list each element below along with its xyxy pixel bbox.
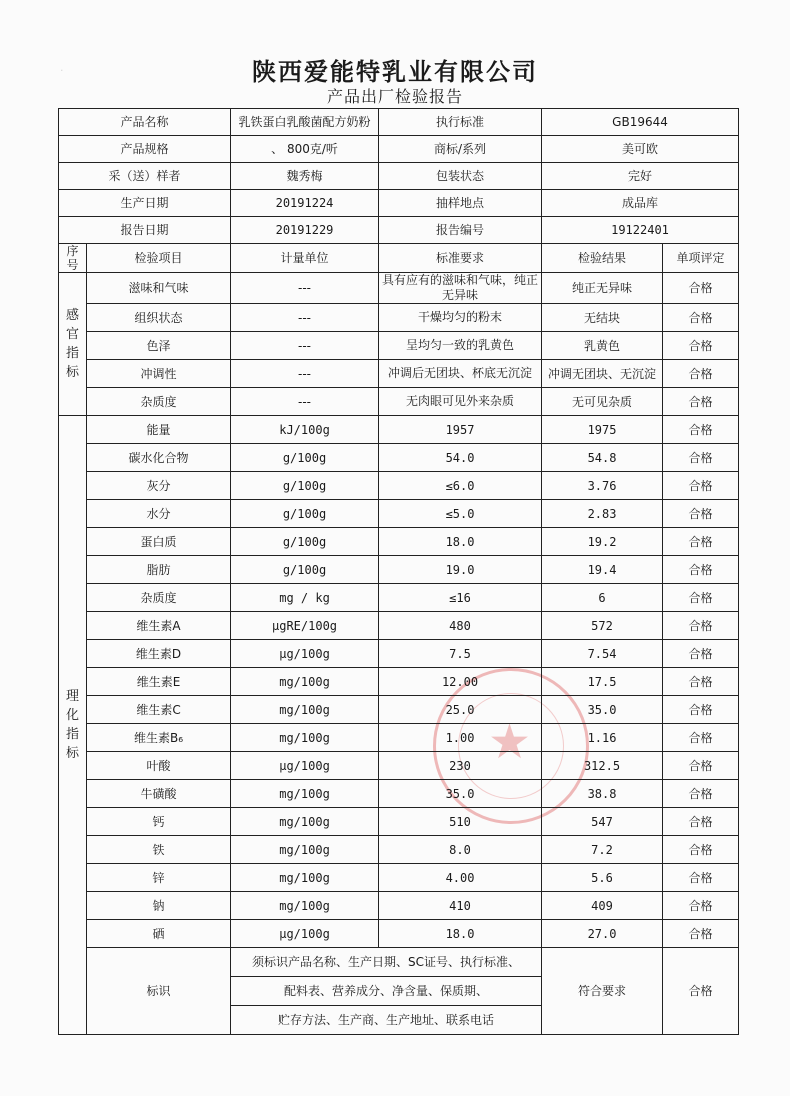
judgement: 合格 <box>663 752 739 780</box>
result: 符合要求 <box>542 948 663 1035</box>
physchem-row <box>59 612 739 640</box>
test-item: 色泽 <box>87 332 231 360</box>
test-item: 维生素B₆ <box>87 724 231 752</box>
requirement: 冲调后无团块、杯底无沉淀 <box>379 360 542 388</box>
unit: μg/100g <box>231 752 379 780</box>
judgement: 合格 <box>663 273 739 304</box>
test-item: 脂肪 <box>87 556 231 584</box>
unit: μg/100g <box>231 640 379 668</box>
result: 38.8 <box>542 780 663 808</box>
info-value: 20191229 <box>231 217 379 244</box>
info-row <box>59 109 739 136</box>
requirement: 18.0 <box>379 920 542 948</box>
requirement: 12.00 <box>379 668 542 696</box>
test-item: 冲调性 <box>87 360 231 388</box>
physchem-row <box>59 444 739 472</box>
judgement: 合格 <box>663 584 739 612</box>
result: 35.0 <box>542 696 663 724</box>
result: 19.4 <box>542 556 663 584</box>
unit: mg/100g <box>231 668 379 696</box>
info-label: 包装状态 <box>379 163 542 190</box>
result: 纯正无异味 <box>542 273 663 304</box>
result: 409 <box>542 892 663 920</box>
requirement: 具有应有的滋味和气味，纯正无异味 <box>379 273 542 304</box>
result: 冲调无团块、无沉淀 <box>542 360 663 388</box>
info-label: 抽样地点 <box>379 190 542 217</box>
test-item: 锌 <box>87 864 231 892</box>
info-row <box>59 163 739 190</box>
test-item: 碳水化合物 <box>87 444 231 472</box>
info-value: 美可欧 <box>542 136 739 163</box>
info-label: 产品名称 <box>59 109 231 136</box>
category-label <box>59 416 87 1035</box>
test-item: 钙 <box>87 808 231 836</box>
test-item: 杂质度 <box>87 388 231 416</box>
unit: --- <box>231 273 379 304</box>
unit: mg/100g <box>231 836 379 864</box>
info-value: 乳铁蛋白乳酸菌配方奶粉 <box>231 109 379 136</box>
labeling-requirement <box>231 948 542 1035</box>
judgement: 合格 <box>663 388 739 416</box>
result: 3.76 <box>542 472 663 500</box>
result: 547 <box>542 808 663 836</box>
requirement: 25.0 <box>379 696 542 724</box>
category-text: 理化指标 <box>65 689 79 761</box>
physchem-row <box>59 892 739 920</box>
test-item: 水分 <box>87 500 231 528</box>
sensory-row <box>59 332 739 360</box>
result: 5.6 <box>542 864 663 892</box>
column-header-requirement: 标准要求 <box>379 244 542 273</box>
unit: --- <box>231 388 379 416</box>
report-title: 产品出厂检验报告 <box>326 87 463 106</box>
info-row <box>59 217 739 244</box>
requirement: 35.0 <box>379 780 542 808</box>
info-value: 完好 <box>542 163 739 190</box>
unit: g/100g <box>231 472 379 500</box>
judgement: 合格 <box>663 808 739 836</box>
unit: mg/100g <box>231 892 379 920</box>
unit: g/100g <box>231 444 379 472</box>
requirement: 480 <box>379 612 542 640</box>
test-item: 钠 <box>87 892 231 920</box>
result: 19.2 <box>542 528 663 556</box>
info-value: GB19644 <box>542 109 739 136</box>
labeling-row <box>59 948 739 1035</box>
info-label: 商标/系列 <box>379 136 542 163</box>
judgement: 合格 <box>663 360 739 388</box>
test-item: 组织状态 <box>87 304 231 332</box>
result: 7.2 <box>542 836 663 864</box>
physchem-row <box>59 416 739 444</box>
physchem-row <box>59 752 739 780</box>
physchem-row <box>59 640 739 668</box>
info-label: 采（送）样者 <box>59 163 231 190</box>
unit: kJ/100g <box>231 416 379 444</box>
requirement: 410 <box>379 892 542 920</box>
judgement: 合格 <box>663 920 739 948</box>
requirement: 呈均匀一致的乳黄色 <box>379 332 542 360</box>
physchem-row <box>59 528 739 556</box>
judgement: 合格 <box>663 472 739 500</box>
labeling-requirement-line: 配料表、营养成分、净含量、保质期、 <box>231 977 541 1006</box>
physchem-row <box>59 500 739 528</box>
test-item: 维生素E <box>87 668 231 696</box>
result: 572 <box>542 612 663 640</box>
unit: g/100g <box>231 500 379 528</box>
judgement: 合格 <box>663 948 739 1035</box>
inspection-table <box>58 108 739 1035</box>
judgement: 合格 <box>663 640 739 668</box>
requirement: 1.00 <box>379 724 542 752</box>
judgement: 合格 <box>663 444 739 472</box>
test-item: 硒 <box>87 920 231 948</box>
company-name: 陕西爱能特乳业有限公司 <box>252 58 538 86</box>
sensory-row <box>59 304 739 332</box>
unit: --- <box>231 304 379 332</box>
column-header-judgement: 单项评定 <box>663 244 739 273</box>
seal-star-icon: ★ <box>488 714 532 770</box>
test-item: 滋味和气味 <box>87 273 231 304</box>
info-row <box>59 190 739 217</box>
physchem-row <box>59 472 739 500</box>
judgement: 合格 <box>663 836 739 864</box>
physchem-row <box>59 724 739 752</box>
result: 27.0 <box>542 920 663 948</box>
judgement: 合格 <box>663 612 739 640</box>
requirement: ≤5.0 <box>379 500 542 528</box>
test-item: 维生素A <box>87 612 231 640</box>
requirement: ≤6.0 <box>379 472 542 500</box>
judgement: 合格 <box>663 864 739 892</box>
test-item: 杂质度 <box>87 584 231 612</box>
sensory-row <box>59 360 739 388</box>
requirement: 1957 <box>379 416 542 444</box>
requirement: 510 <box>379 808 542 836</box>
judgement: 合格 <box>663 416 739 444</box>
requirement: 干燥均匀的粉末 <box>379 304 542 332</box>
result: 无可见杂质 <box>542 388 663 416</box>
result: 7.54 <box>542 640 663 668</box>
category-label <box>59 273 87 416</box>
test-item: 叶酸 <box>87 752 231 780</box>
requirement: 无肉眼可见外来杂质 <box>379 388 542 416</box>
judgement: 合格 <box>663 556 739 584</box>
physchem-row <box>59 836 739 864</box>
judgement: 合格 <box>663 332 739 360</box>
judgement: 合格 <box>663 528 739 556</box>
test-item: 牛磺酸 <box>87 780 231 808</box>
requirement: 4.00 <box>379 864 542 892</box>
judgement: 合格 <box>663 696 739 724</box>
result: 乳黄色 <box>542 332 663 360</box>
column-header-item: 检验项目 <box>87 244 231 273</box>
unit: mg/100g <box>231 808 379 836</box>
judgement: 合格 <box>663 500 739 528</box>
result: 1.16 <box>542 724 663 752</box>
column-header-result: 检验结果 <box>542 244 663 273</box>
test-item: 维生素D <box>87 640 231 668</box>
requirement: 7.5 <box>379 640 542 668</box>
test-item: 标识 <box>87 948 231 1035</box>
physchem-row <box>59 864 739 892</box>
test-item: 蛋白质 <box>87 528 231 556</box>
result: 2.83 <box>542 500 663 528</box>
result: 1975 <box>542 416 663 444</box>
requirement: 8.0 <box>379 836 542 864</box>
requirement: 230 <box>379 752 542 780</box>
physchem-row <box>59 556 739 584</box>
test-item: 能量 <box>87 416 231 444</box>
unit: mg/100g <box>231 864 379 892</box>
info-label: 执行标准 <box>379 109 542 136</box>
unit: mg / kg <box>231 584 379 612</box>
requirement: 54.0 <box>379 444 542 472</box>
info-row <box>59 136 739 163</box>
physchem-row <box>59 808 739 836</box>
judgement: 合格 <box>663 668 739 696</box>
category-text: 感官指标 <box>65 308 79 380</box>
judgement: 合格 <box>663 724 739 752</box>
judgement: 合格 <box>663 780 739 808</box>
info-label: 报告日期 <box>59 217 231 244</box>
info-value: 成品库 <box>542 190 739 217</box>
labeling-requirement-line: 贮存方法、生产商、生产地址、联系电话 <box>278 1013 495 1027</box>
unit: g/100g <box>231 556 379 584</box>
requirement: 18.0 <box>379 528 542 556</box>
judgement: 合格 <box>663 304 739 332</box>
unit: mg/100g <box>231 724 379 752</box>
physchem-row <box>59 920 739 948</box>
column-header-seq: 序号 <box>59 244 87 273</box>
sensory-row <box>59 388 739 416</box>
labeling-requirement-line: 须标识产品名称、生产日期、SC证号、执行标准、 <box>231 948 541 977</box>
test-item: 灰分 <box>87 472 231 500</box>
result: 312.5 <box>542 752 663 780</box>
physchem-row <box>59 696 739 724</box>
info-value: 魏秀梅 <box>231 163 379 190</box>
unit: --- <box>231 360 379 388</box>
column-header-unit: 计量单位 <box>231 244 379 273</box>
info-value: 19122401 <box>542 217 739 244</box>
result: 无结块 <box>542 304 663 332</box>
test-item: 维生素C <box>87 696 231 724</box>
unit: μgRE/100g <box>231 612 379 640</box>
physchem-row <box>59 780 739 808</box>
requirement: 19.0 <box>379 556 542 584</box>
info-label: 生产日期 <box>59 190 231 217</box>
bleed-mark: · <box>60 64 64 77</box>
judgement: 合格 <box>663 892 739 920</box>
physchem-row <box>59 584 739 612</box>
info-label: 产品规格 <box>59 136 231 163</box>
unit: mg/100g <box>231 696 379 724</box>
test-item: 铁 <box>87 836 231 864</box>
requirement: ≤16 <box>379 584 542 612</box>
result: 17.5 <box>542 668 663 696</box>
physchem-row <box>59 668 739 696</box>
unit: μg/100g <box>231 920 379 948</box>
info-value: 、 800克/听 <box>231 136 379 163</box>
column-header-row <box>59 244 739 273</box>
info-value: 20191224 <box>231 190 379 217</box>
unit: --- <box>231 332 379 360</box>
unit: mg/100g <box>231 780 379 808</box>
result: 54.8 <box>542 444 663 472</box>
result: 6 <box>542 584 663 612</box>
unit: g/100g <box>231 528 379 556</box>
sensory-row <box>59 273 739 304</box>
info-label: 报告编号 <box>379 217 542 244</box>
